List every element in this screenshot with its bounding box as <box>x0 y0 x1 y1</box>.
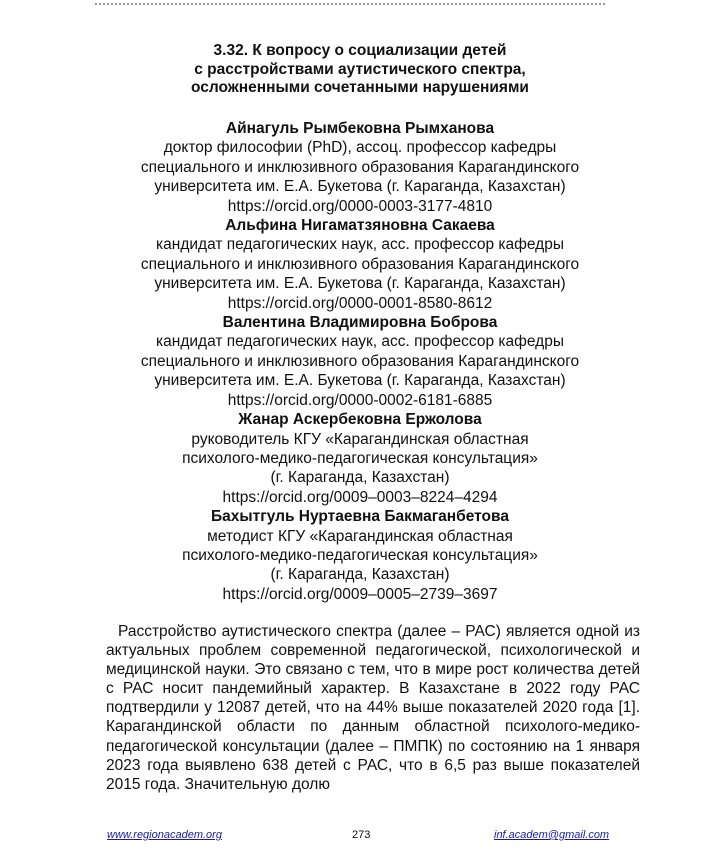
author-info-line: специального и инклюзивного образования Карагандинского <box>140 352 580 370</box>
author-info-line: руководитель КГУ «Карагандинская областная <box>191 430 529 448</box>
footer-website-link[interactable]: www.regionacadem.org <box>107 829 222 841</box>
author-info-line: специального и инклюзивного образования Карагандинского <box>140 255 580 273</box>
title-line: осложненными сочетанными нарушениями <box>191 79 529 97</box>
author-orcid: https://orcid.org/0000-0002-6181-6885 <box>227 391 493 409</box>
author-name: Айнагуль Рымбековна Рымханова <box>225 120 495 137</box>
author-orcid: https://orcid.org/0009–0003–8224–4294 <box>222 488 498 506</box>
author-entry <box>80 410 640 507</box>
page-footer <box>0 829 705 845</box>
author-name: Жанар Аскербековна Ержолова <box>238 411 482 429</box>
footer-email-link[interactable]: inf.academ@gmail.com <box>494 829 610 841</box>
authors-block <box>80 119 640 604</box>
author-entry <box>80 313 640 410</box>
author-info-line: психолого-медико-педагогическая консультация» <box>182 449 538 467</box>
author-info-line: (г. Караганда, Казахстан) <box>270 566 450 584</box>
author-info-line: (г. Караганда, Казахстан) <box>270 469 450 487</box>
page-number: 273 <box>352 829 371 841</box>
author-name: Валентина Владимировна Боброва <box>222 314 498 332</box>
author-entry <box>80 119 640 216</box>
author-info-line: кандидат педагогических наук, асс. профессор кафедры <box>156 236 564 254</box>
author-entry <box>80 507 640 604</box>
author-orcid: https://orcid.org/0009–0005–2739–3697 <box>222 585 498 603</box>
author-name: Бахытгуль Нуртаевна Бакмаганбетова <box>211 508 509 526</box>
author-entry <box>80 216 640 313</box>
title-line: 3.32. К вопросу о социализации детей <box>213 42 507 59</box>
author-info-line: университета им. Е.А. Букетова (г. Караганда, Казахстан) <box>154 178 566 196</box>
author-orcid: https://orcid.org/0000-0001-8580-8612 <box>227 294 493 312</box>
previous-page-remnant <box>95 0 605 5</box>
title-line: с расстройствами аутистического спектра, <box>194 60 526 78</box>
author-info-line: доктор философии (PhD), ассоц. профессор кафедры <box>163 139 557 157</box>
author-info-line: методист КГУ «Карагандинская областная <box>207 527 513 545</box>
author-name: Альфина Нигаматзяновна Сакаева <box>225 217 495 235</box>
author-info-line: кандидат педагогических наук, асс. профессор кафедры <box>156 333 564 351</box>
author-info-line: специального и инклюзивного образования Карагандинского <box>140 158 580 176</box>
author-info-line: психолого-медико-педагогическая консультация» <box>182 546 538 564</box>
author-info-line: университета им. Е.А. Букетова (г. Караганда, Казахстан) <box>154 372 566 390</box>
author-info-line: университета им. Е.А. Букетова (г. Караганда, Казахстан) <box>154 275 566 293</box>
body-paragraph: Расстройство аутистического спектра (далее – РАС) является одной из актуальных проблем современной педагогической, психологической и медицинской науки. Это связано с тем, что в мире рост количества детей с РАС носит пандемийный характер. В Казахстане в 2022 году РАС подтвердили у 12087 детей, что на 44% выше показателей 2020 года [1]. Карагандинской области по данным областной психолого-медико-педагогической консультации (далее – ПМПК) по состоянию на 1 января 2023 года выявлено 638 детей с РАС, что в 6,5 раз выше показателей 2015 года. Значительную долю <box>106 623 640 793</box>
author-orcid: https://orcid.org/0000-0003-3177-4810 <box>227 197 493 215</box>
article-title <box>80 42 640 98</box>
